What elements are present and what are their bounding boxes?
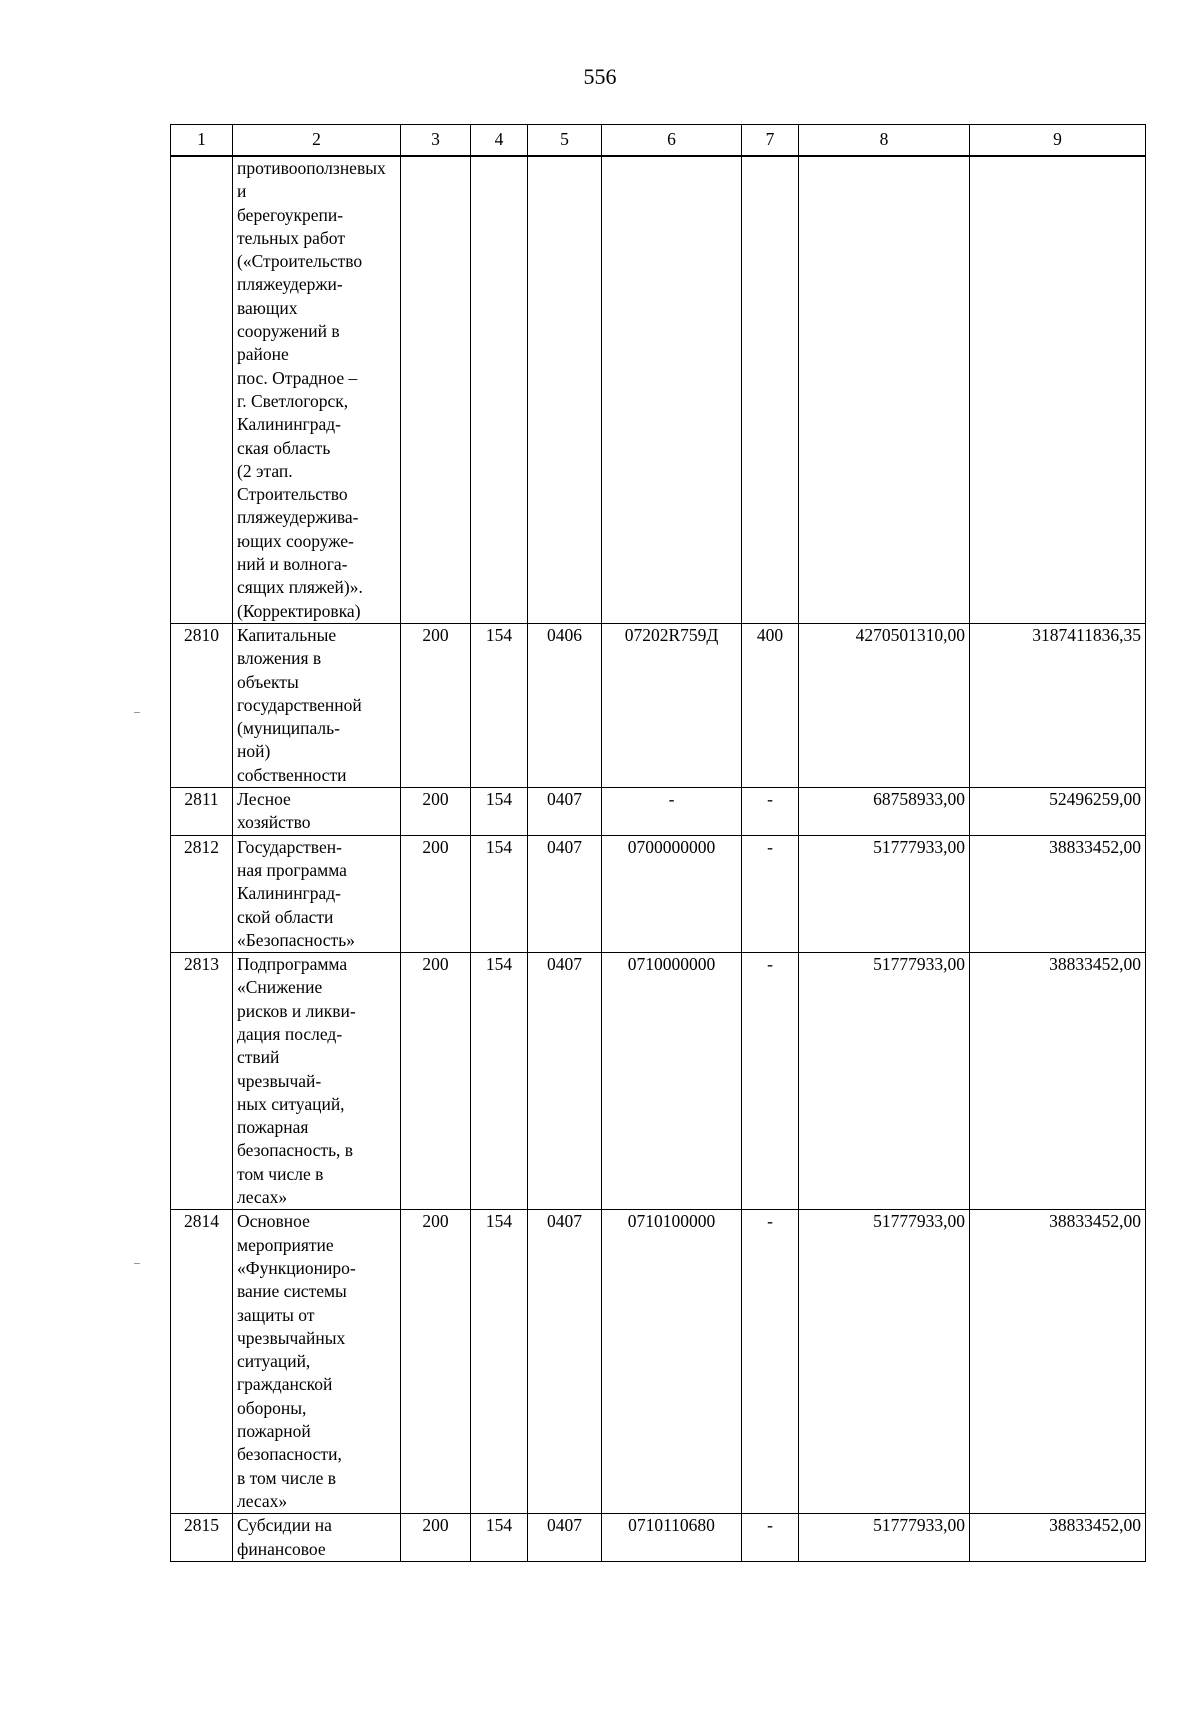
- amount-cell: 38833452,00: [970, 1210, 1146, 1514]
- amount-cell: 51777933,00: [799, 953, 970, 1210]
- column-header: 2: [233, 125, 401, 157]
- amount-cell: 38833452,00: [970, 1514, 1146, 1562]
- table-cell: 0710110680: [602, 1514, 742, 1562]
- column-header: 5: [528, 125, 602, 157]
- table-cell: 154: [471, 623, 528, 787]
- table-cell: 400: [742, 623, 799, 787]
- row-number-cell: 2815: [171, 1514, 233, 1562]
- column-header: 3: [401, 125, 471, 157]
- table-cell: [602, 156, 742, 623]
- table-row: [171, 1210, 1146, 1514]
- table-cell: 0710000000: [602, 953, 742, 1210]
- table-cell: 154: [471, 1514, 528, 1562]
- table-row: [171, 953, 1146, 1210]
- amount-cell: 38833452,00: [970, 953, 1146, 1210]
- amount-cell: 68758933,00: [799, 788, 970, 836]
- budget-table: [170, 124, 1146, 1562]
- table-cell: -: [602, 788, 742, 836]
- table-row: [171, 788, 1146, 836]
- row-name-cell: противооползневых и берегоукрепи- тельных работ («Строительство пляжеудержи- вающих сооружений в районе пос. Отрадное – г. Светлогорск, Калининград- ская область (2 этап. Строительство пляжеудержива- ющих сооруже- ний и волнога- сящих пляжей)». (Корректировка): [233, 156, 401, 623]
- amount-cell: 38833452,00: [970, 835, 1146, 952]
- table-cell: -: [742, 1210, 799, 1514]
- row-name-cell: Субсидии на финансовое: [233, 1514, 401, 1562]
- table-cell: 0710100000: [602, 1210, 742, 1514]
- row-number-cell: [171, 156, 233, 623]
- table-cell: -: [742, 835, 799, 952]
- amount-cell: 51777933,00: [799, 835, 970, 952]
- column-header: 8: [799, 125, 970, 157]
- column-header: 6: [602, 125, 742, 157]
- table-cell: [742, 156, 799, 623]
- table-row: [171, 1514, 1146, 1562]
- row-number-cell: 2811: [171, 788, 233, 836]
- table-row: [171, 623, 1146, 787]
- table-cell: 0407: [528, 788, 602, 836]
- row-number-cell: 2810: [171, 623, 233, 787]
- row-name-cell: Подпрограмма «Снижение рисков и ликви- дация послед- ствий чрезвычай- ных ситуаций, пожарная безопасность, в том числе в лесах»: [233, 953, 401, 1210]
- table-cell: 0407: [528, 1210, 602, 1514]
- margin-tick: [134, 712, 140, 713]
- table-cell: 154: [471, 953, 528, 1210]
- table-cell: 154: [471, 835, 528, 952]
- column-header: 4: [471, 125, 528, 157]
- row-name-cell: Лесное хозяйство: [233, 788, 401, 836]
- table-cell: 200: [401, 623, 471, 787]
- amount-cell: [799, 156, 970, 623]
- table-row: [171, 835, 1146, 952]
- table-cell: 0407: [528, 953, 602, 1210]
- table-cell: [528, 156, 602, 623]
- table-cell: 0406: [528, 623, 602, 787]
- row-number-cell: 2812: [171, 835, 233, 952]
- row-name-cell: Государствен- ная программа Калининград- ской области «Безопасность»: [233, 835, 401, 952]
- table-cell: 0407: [528, 835, 602, 952]
- amount-cell: 51777933,00: [799, 1210, 970, 1514]
- amount-cell: 52496259,00: [970, 788, 1146, 836]
- column-header: 7: [742, 125, 799, 157]
- row-number-cell: 2814: [171, 1210, 233, 1514]
- table-cell: [471, 156, 528, 623]
- table-body: [171, 156, 1146, 1561]
- table-header: [171, 125, 1146, 157]
- table-cell: 200: [401, 1210, 471, 1514]
- table-cell: 07202R759Д: [602, 623, 742, 787]
- row-name-cell: Основное мероприятие «Функциониро- вание системы защиты от чрезвычайных ситуаций, гражданской обороны, пожарной безопасности, в том числе в лесах»: [233, 1210, 401, 1514]
- table-cell: 0700000000: [602, 835, 742, 952]
- amount-cell: 3187411836,35: [970, 623, 1146, 787]
- margin-tick: [134, 1263, 140, 1264]
- row-number-cell: 2813: [171, 953, 233, 1210]
- table-cell: 154: [471, 1210, 528, 1514]
- table-cell: 0407: [528, 1514, 602, 1562]
- amount-cell: 51777933,00: [799, 1514, 970, 1562]
- table-cell: -: [742, 788, 799, 836]
- header-row: [171, 125, 1146, 157]
- table-cell: 200: [401, 953, 471, 1210]
- row-name-cell: Капитальные вложения в объекты государственной (муниципаль- ной) собственности: [233, 623, 401, 787]
- table-row: [171, 156, 1146, 623]
- table-cell: 154: [471, 788, 528, 836]
- table-cell: 200: [401, 1514, 471, 1562]
- page-number: 556: [583, 64, 617, 89]
- amount-cell: 4270501310,00: [799, 623, 970, 787]
- table-cell: -: [742, 1514, 799, 1562]
- amount-cell: [970, 156, 1146, 623]
- column-header: 9: [970, 125, 1146, 157]
- table-cell: 200: [401, 788, 471, 836]
- table-cell: 200: [401, 835, 471, 952]
- table-cell: [401, 156, 471, 623]
- column-header: 1: [171, 125, 233, 157]
- table-cell: -: [742, 953, 799, 1210]
